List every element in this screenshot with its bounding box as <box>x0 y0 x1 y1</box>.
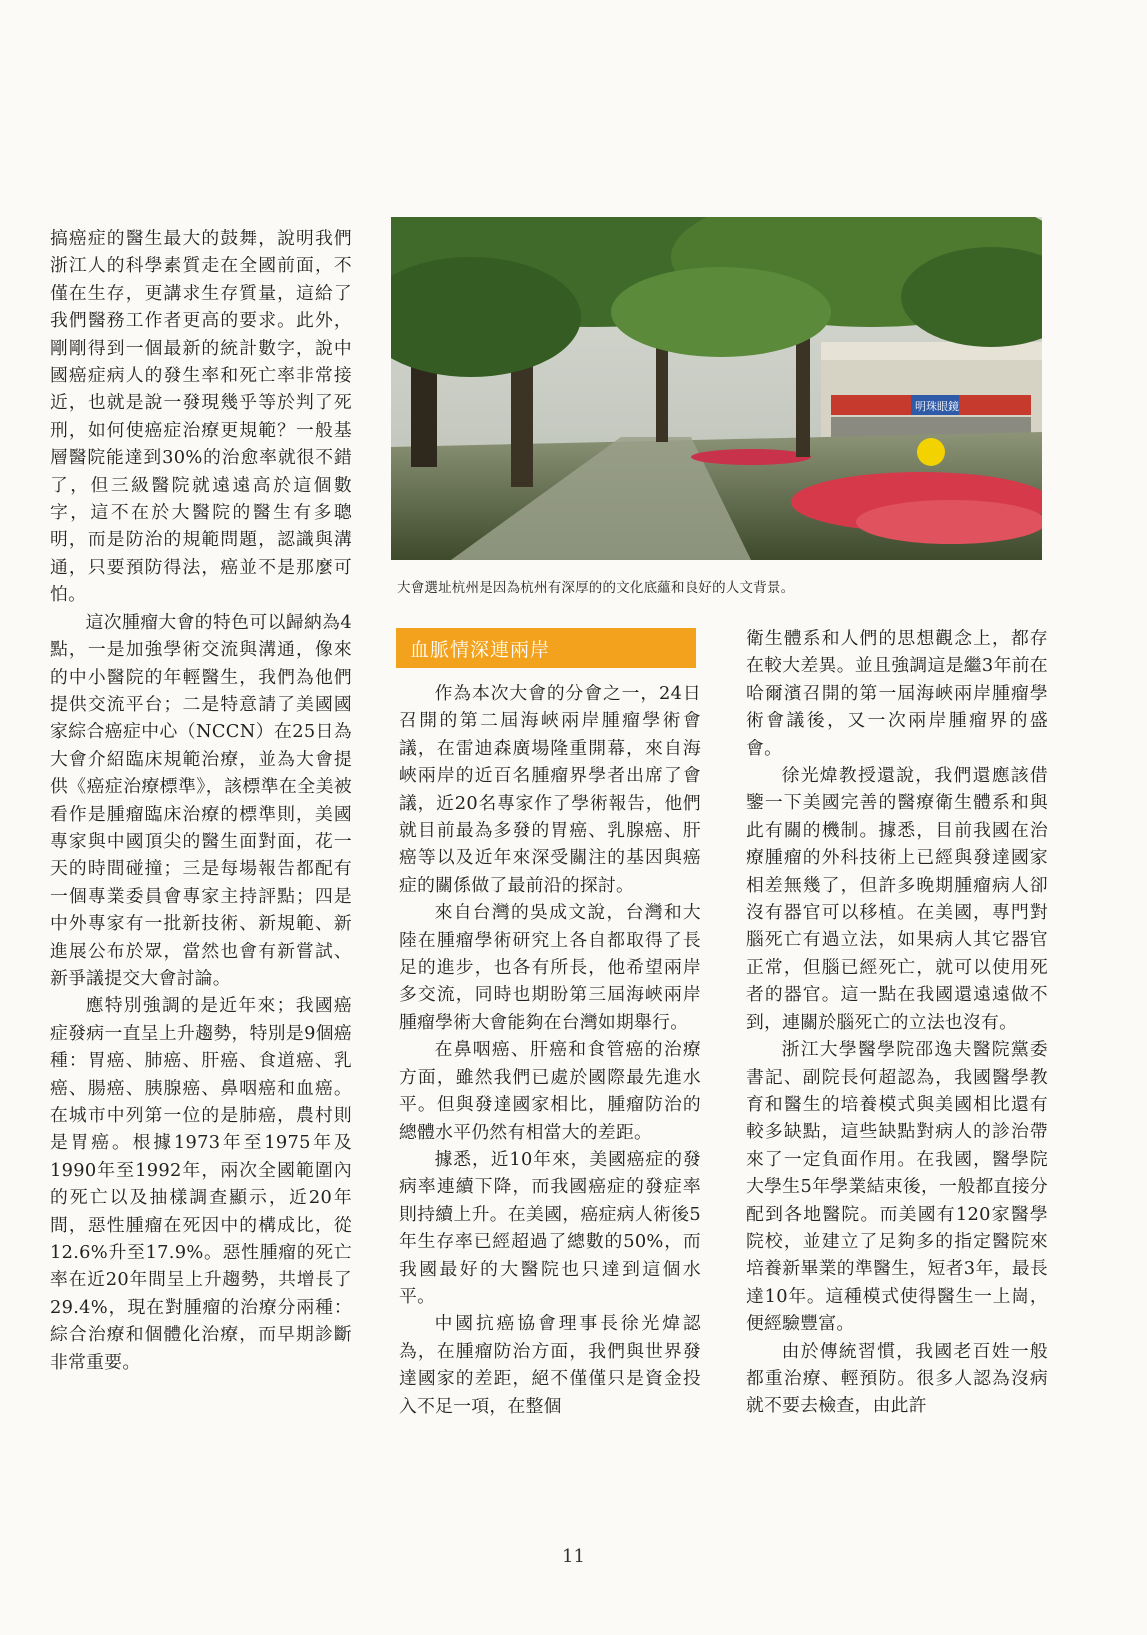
hangzhou-street-photo <box>391 217 1042 560</box>
section-header <box>396 628 696 668</box>
article-column-2 <box>399 680 701 1420</box>
paragraph: 在鼻咽癌、肝癌和食管癌的治療方面，雖然我們已處於國際最先進水平。但與發達國家相比，腫瘤防治的總體水平仍然有相當大的差距。 <box>399 1039 701 1143</box>
photo-caption: 大會選址杭州是因為杭州有深厚的的文化底蘊和良好的人文背景。 <box>397 580 795 596</box>
paragraph: 衛生體系和人們的思想觀念上，都存在較大差異。並且強調這是繼3年前在哈爾濱召開的第一屆海峽兩岸腫瘤學術會議後，又一次兩岸腫瘤界的盛會。 <box>746 628 1048 759</box>
paragraph: 這次腫瘤大會的特色可以歸納為4點，一是加強學術交流與溝通，像來的中小醫院的年輕醫生，我們為他們提供交流平台；二是特意請了美國國家綜合癌症中心（NCCN）在25日為大會介紹臨床規範治療，並為大會提供《癌症治療標準》，該標準在全美被看作是腫瘤臨床治療的標準則，美國專家與中國頂尖的醫生面對面，花一天的時間碰撞；三是每場報告都配有一個專業委員會專家主持評點；四是中外專家有一批新技術、新規範、新進展公布於眾，當然也會有新嘗試、新爭議提交大會討論。 <box>50 611 352 989</box>
paragraph: 浙江大學醫學院邵逸夫醫院黨委書記、副院長何超認為，我國醫學教育和醫生的培養模式與美國相比還有較多缺點，這些缺點對病人的診治帶來了一定負面作用。在我國，醫學院大學生5年學業結束後，一般都直接分配到各地醫院。而美國有120家醫學院校，並建立了足夠多的指定醫院來培養新畢業的準醫生，短者3年，最長達10年。這種模式使得醫生一上崗，便經驗豐富。 <box>746 1039 1048 1335</box>
article-column-1 <box>50 225 352 1376</box>
page-number: 11 <box>562 1546 585 1567</box>
paragraph: 由於傳統習慣，我國老百姓一般都重治療、輕預防。很多人認為沒病就不要去檢查，由此許 <box>746 1340 1048 1417</box>
paragraph: 據悉，近10年來，美國癌症的發病率連續下降，而我國癌症的發症率則持續上升。在美國，癌症病人術後5年生存率已經超過了總數的50%，而我國最好的大醫院也只達到這個水平。 <box>399 1148 701 1307</box>
paragraph: 來自台灣的吳成文說，台灣和大陸在腫瘤學術研究上各自都取得了長足的進步，也各有所長，他希望兩岸多交流，同時也期盼第三屆海峽兩岸腫瘤學術大會能夠在台灣如期舉行。 <box>399 902 701 1033</box>
photo-illustration <box>391 217 1042 560</box>
paragraph: 徐光煒教授還說，我們還應該借鑒一下美國完善的醫療衛生體系和與此有關的機制。據悉，目前我國在治療腫瘤的外科技術上已經與發達國家相差無幾了，但許多晚期腫瘤病人卻沒有器官可以移植。在美國，專門對腦死亡有過立法，如果病人其它器官正常，但腦已經死亡，就可以使用死者的器官。這一點在我國還遠遠做不到，連關於腦死亡的立法也沒有。 <box>746 765 1048 1033</box>
paragraph: 作為本次大會的分會之一，24日召開的第二屆海峽兩岸腫瘤學術會議，在雷迪森廣場隆重開幕，來自海峽兩岸的近百名腫瘤界學者出席了會議，近20名專家作了學術報告，他們就目前最為多發的胃癌、乳腺癌、肝癌等以及近年來深受關注的基因與癌症的關係做了最前沿的探討。 <box>399 683 701 896</box>
section-title: 血脈情深連兩岸 <box>410 639 551 661</box>
article-column-3 <box>746 625 1048 1420</box>
paragraph: 應特別強調的是近年來；我國癌症發病一直呈上升趨勢，特別是9個癌種：胃癌、肺癌、肝癌、食道癌、乳癌、腸癌、胰腺癌、鼻咽癌和血癌。在城市中列第一位的是肺癌，農村則是胃癌。根據1973年至1975年及1990年至1992年，兩次全國範圍內的死亡以及抽樣調查顯示，近20年間，惡性腫瘤在死因中的構成比，從12.6%升至17.9%。惡性腫瘤的死亡率在近20年間呈上升趨勢，共增長了29.4%，現在對腫瘤的治療分兩種：綜合治療和個體化治療，而早期診斷非常重要。 <box>50 995 352 1373</box>
shop-sign: 明珠眼鏡 <box>915 400 959 413</box>
paragraph: 中國抗癌協會理事長徐光煒認為，在腫瘤防治方面，我們與世界發達國家的差距，絕不僅僅只是資金投入不足一項，在整個 <box>399 1313 701 1417</box>
paragraph: 搞癌症的醫生最大的鼓舞，說明我們浙江人的科學素質走在全國前面，不僅在生存，更講求生存質量，這給了我們醫務工作者更高的要求。此外，剛剛得到一個最新的統計數字，說中國癌症病人的發生率和死亡率非常接近，也就是說一發現幾乎等於判了死刑，如何使癌症治療更規範？一般基層醫院能達到30%的治愈率就很不錯了，但三級醫院就遠遠高於這個數字，這不在於大醫院的醫生有多聰明，而是防治的規範問題，認識與溝通，只要預防得法，癌並不是那麼可怕。 <box>50 228 352 606</box>
